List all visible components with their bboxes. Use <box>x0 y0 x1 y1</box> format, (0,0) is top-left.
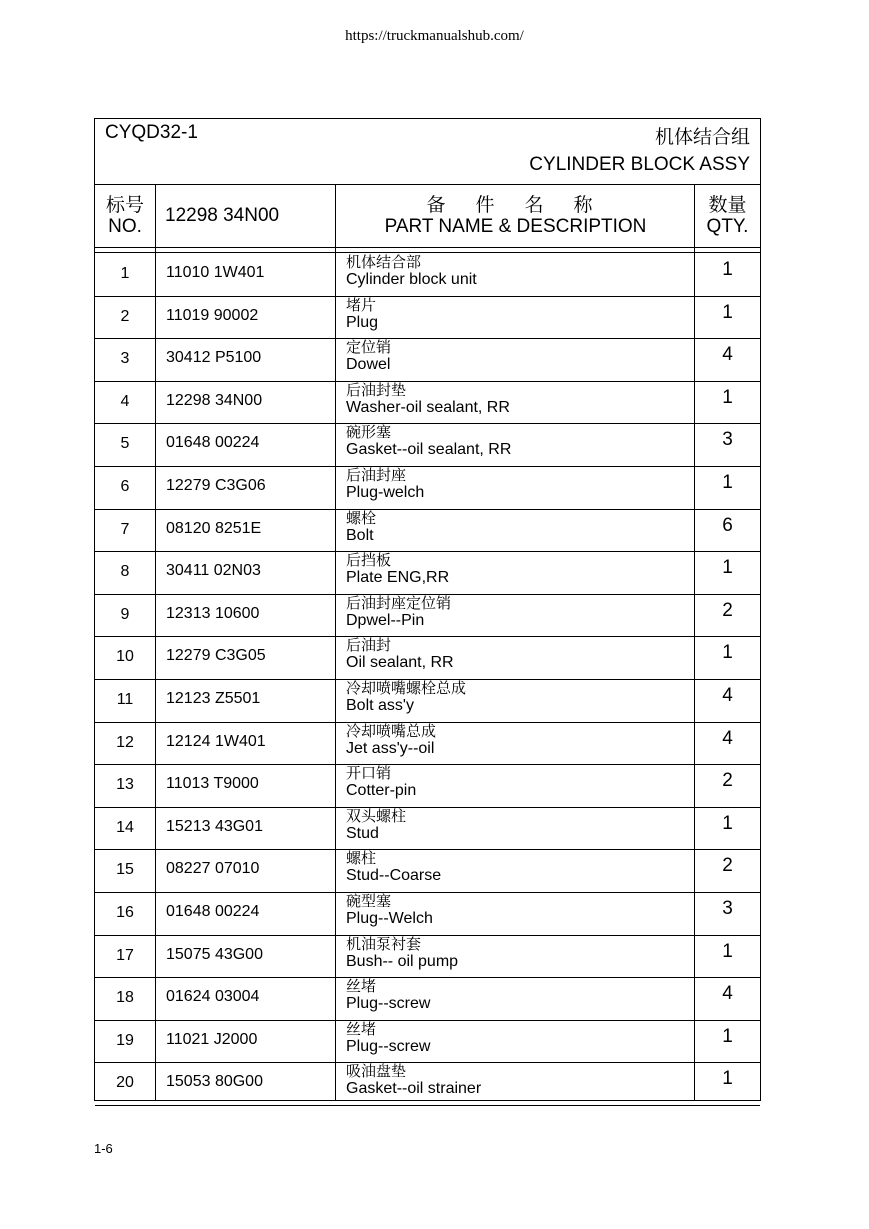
part-name-cn: 开口销 <box>346 764 392 783</box>
part-name-cn: 双头螺柱 <box>346 806 407 825</box>
part-description <box>346 892 433 928</box>
part-name-cn: 螺栓 <box>346 508 377 527</box>
table-row <box>95 338 760 382</box>
table-row <box>95 722 760 766</box>
part-name-cn: 堵片 <box>346 295 377 314</box>
table-row <box>95 636 760 680</box>
part-name-cn: 定位销 <box>346 338 392 357</box>
part-name-en: Plate ENG,RR <box>346 569 450 587</box>
table-row <box>95 977 760 1021</box>
item-number: 6 <box>120 478 130 495</box>
part-description <box>346 381 510 417</box>
part-description <box>346 509 376 545</box>
table-row <box>95 253 760 297</box>
part-number: 15053 80G00 <box>166 1073 263 1091</box>
part-name-cn: 后油封座定位销 <box>346 593 452 612</box>
part-quantity: 4 <box>722 983 733 1005</box>
item-number: 9 <box>120 605 130 623</box>
table-row <box>95 466 760 510</box>
part-number: 30412 P5100 <box>166 349 262 367</box>
part-name-en: Stud--Coarse <box>346 867 442 885</box>
part-quantity: 1 <box>722 386 733 408</box>
part-description <box>346 1020 430 1056</box>
part-name-en: Cotter-pin <box>346 782 417 800</box>
item-number: 18 <box>116 989 134 1007</box>
item-number: 4 <box>120 392 130 410</box>
header-no <box>95 185 155 247</box>
item-number: 16 <box>116 904 134 921</box>
part-number: 11019 90002 <box>166 306 259 324</box>
table-row <box>95 935 760 979</box>
part-description <box>346 594 451 630</box>
header-qty-en: QTY. <box>706 216 749 237</box>
part-number: 08120 8251E <box>166 519 262 537</box>
part-name-cn: 碗型塞 <box>346 892 392 910</box>
part-quantity: 1 <box>722 812 733 834</box>
item-number: 12 <box>116 733 134 751</box>
item-number: 5 <box>120 435 130 453</box>
part-name-cn: 碗形塞 <box>346 423 392 442</box>
part-description <box>346 935 458 971</box>
part-number: 11013 T9000 <box>166 775 259 793</box>
part-name-cn: 冷却喷嘴螺栓总成 <box>346 679 467 697</box>
part-name-cn: 后油封 <box>346 636 392 655</box>
part-quantity: 1 <box>722 472 733 493</box>
header-desc-cn: 备 件 名 称 <box>426 194 605 216</box>
header-qty <box>695 185 760 247</box>
part-name-cn: 机油泵衬套 <box>346 934 422 953</box>
item-number: 3 <box>120 350 130 368</box>
table-row <box>95 807 760 851</box>
part-number: 12279 C3G06 <box>166 477 266 494</box>
title-english: CYLINDER BLOCK ASSY <box>529 154 750 175</box>
item-number: 19 <box>116 1031 134 1049</box>
part-name-cn: 吸油盘垫 <box>346 1062 407 1081</box>
part-number: 11010 1W401 <box>166 264 265 281</box>
table-header <box>95 185 760 247</box>
part-quantity: 1 <box>722 259 733 280</box>
page-number: 1-6 <box>94 1141 113 1156</box>
table-row <box>95 1062 760 1106</box>
part-quantity: 3 <box>722 429 733 451</box>
part-description <box>346 296 378 332</box>
part-description <box>346 679 466 715</box>
table-row <box>95 892 760 936</box>
model-code: CYQD32-1 <box>105 122 198 143</box>
part-name-cn: 后挡板 <box>346 551 392 570</box>
item-number: 7 <box>120 520 130 538</box>
part-name-en: Gasket--oil sealant, RR <box>346 441 512 459</box>
part-quantity: 1 <box>722 642 733 664</box>
table-row <box>95 1020 760 1064</box>
part-number: 15213 43G01 <box>166 817 263 835</box>
table-row <box>95 679 760 723</box>
item-number: 11 <box>116 691 134 708</box>
part-name-en: Dowel <box>346 356 391 374</box>
part-description <box>346 807 406 843</box>
part-name-en: Plug--Welch <box>346 910 433 927</box>
part-name-cn: 冷却喷嘴总成 <box>346 721 437 740</box>
part-quantity: 4 <box>722 344 733 366</box>
part-name-en: Plug--screw <box>346 1037 431 1055</box>
part-name-en: Bush-- oil pump <box>346 952 459 970</box>
item-number: 17 <box>116 946 134 964</box>
part-name-en: Washer-oil sealant, RR <box>346 398 510 416</box>
item-number: 20 <box>116 1074 134 1092</box>
part-description <box>346 849 441 885</box>
part-quantity: 1 <box>722 1068 733 1090</box>
part-name-en: Jet ass'y--oil <box>346 739 435 757</box>
item-number: 2 <box>120 307 130 325</box>
item-number: 14 <box>116 818 134 836</box>
header-no-en: NO. <box>108 216 142 237</box>
part-description <box>346 466 424 502</box>
part-name-en: Stud <box>346 824 379 842</box>
part-description <box>346 1062 481 1098</box>
part-name-en: Cylinder block unit <box>346 271 477 288</box>
part-name-cn: 机体结合部 <box>346 253 422 271</box>
part-quantity: 2 <box>722 770 733 792</box>
part-description <box>346 253 477 289</box>
item-number: 8 <box>120 563 130 581</box>
table-row <box>95 509 760 553</box>
title-chinese: 机体结合组 <box>654 126 750 148</box>
part-name-en: Plug--screw <box>346 995 431 1013</box>
part-description <box>346 977 430 1013</box>
part-name-en: Plug <box>346 313 379 331</box>
header-no-cn: 标号 <box>105 194 144 216</box>
part-number: 12123 Z5501 <box>166 690 261 707</box>
table-row <box>95 849 760 893</box>
parts-sheet <box>94 118 761 1101</box>
table-row <box>95 381 760 425</box>
table-row <box>95 423 760 467</box>
part-description <box>346 636 454 672</box>
item-number: 1 <box>120 265 130 282</box>
part-number: 12298 34N00 <box>166 391 263 409</box>
table-row <box>95 551 760 595</box>
title-block <box>95 119 760 185</box>
part-number: 30411 02N03 <box>166 562 261 580</box>
part-quantity: 6 <box>722 514 733 536</box>
part-name-cn: 丝堵 <box>346 977 377 996</box>
part-quantity: 4 <box>722 727 733 749</box>
part-description <box>346 423 511 459</box>
header-rule-top <box>95 247 760 248</box>
table-row <box>95 296 760 340</box>
part-description <box>346 551 449 587</box>
table-row <box>95 764 760 808</box>
part-description <box>346 338 391 374</box>
part-name-cn: 螺柱 <box>346 849 377 868</box>
part-quantity: 3 <box>722 898 733 919</box>
part-name-cn: 后油封座 <box>346 466 407 484</box>
source-url[interactable]: https://truckmanualshub.com/ <box>345 28 524 44</box>
part-quantity: 1 <box>722 557 733 579</box>
part-number: 11021 J2000 <box>166 1030 258 1048</box>
part-name-cn: 丝堵 <box>346 1019 377 1038</box>
part-quantity: 2 <box>722 599 733 621</box>
part-name-en: Dpwel--Pin <box>346 611 425 629</box>
table-row <box>95 594 760 638</box>
part-number: 01648 00224 <box>166 434 260 452</box>
part-quantity: 2 <box>722 855 733 877</box>
part-quantity: 1 <box>722 301 733 323</box>
part-name-en: Bolt ass'y <box>346 697 414 714</box>
part-description <box>346 722 436 758</box>
part-name-en: Gasket--oil strainer <box>346 1080 482 1098</box>
part-name-en: Plug-welch <box>346 484 425 501</box>
part-number: 12313 10600 <box>166 604 260 622</box>
header-description <box>336 185 695 247</box>
part-number: 01648 00224 <box>166 903 260 920</box>
header-assy-part-no: 12298 34N00 <box>165 205 280 226</box>
part-quantity: 1 <box>722 940 733 962</box>
part-quantity: 4 <box>722 685 733 706</box>
item-number: 15 <box>116 861 134 879</box>
part-name-en: Oil sealant, RR <box>346 654 454 672</box>
part-number: 12279 C3G05 <box>166 647 266 665</box>
part-name-en: Bolt <box>346 526 374 544</box>
part-number: 08227 07010 <box>166 860 260 878</box>
item-number: 10 <box>116 648 134 666</box>
part-number: 01624 03004 <box>166 988 260 1006</box>
part-number: 15075 43G00 <box>166 945 263 963</box>
part-quantity: 1 <box>722 1025 733 1047</box>
header-desc-en: PART NAME & DESCRIPTION <box>384 216 647 237</box>
item-number: 13 <box>116 776 134 794</box>
part-number: 12124 1W401 <box>166 732 266 750</box>
part-description <box>346 764 416 800</box>
part-name-cn: 后油封垫 <box>346 380 407 399</box>
header-qty-cn: 数量 <box>708 194 747 216</box>
